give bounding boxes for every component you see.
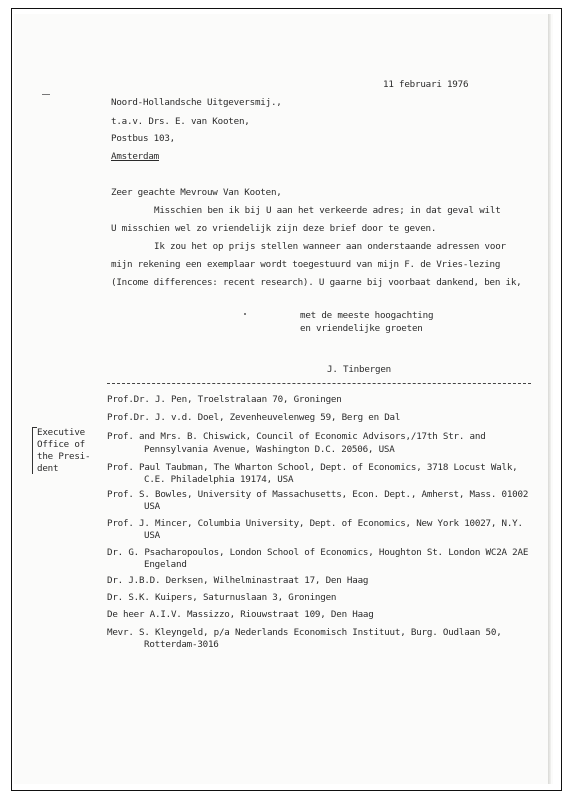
margin-note-line: dent xyxy=(37,463,59,474)
address-line: Engeland xyxy=(144,559,187,570)
address-line: Prof. Paul Taubman, The Wharton School, Dept. of Economics, 3718 Locust Walk, xyxy=(107,462,518,473)
address-line: Pennsylvania Avenue, Washington D.C. 20506, USA xyxy=(144,444,395,455)
address-line: Dr. G. Psacharopoulos, London School of Economics, Houghton St. London WC2A 2AE xyxy=(107,547,529,558)
addressee-city: Amsterdam xyxy=(111,151,159,162)
address-line: Dr. S.K. Kuipers, Saturnuslaan 3, Groningen xyxy=(107,592,337,603)
address-line: Prof. and Mrs. B. Chiswick, Council of Economic Advisors,/17th Str. and xyxy=(107,431,486,442)
address-line: Prof.Dr. J. Pen, Troelstralaan 70, Groningen xyxy=(107,394,342,405)
punch-mark xyxy=(42,94,50,95)
body-line: Misschien ben ik bij U aan het verkeerde adres; in dat geval wilt xyxy=(154,205,501,216)
divider-rule xyxy=(107,383,531,384)
address-line: Dr. J.B.D. Derksen, Wilhelminastraat 17, Den Haag xyxy=(107,575,369,586)
body-line: Ik zou het op prijs stellen wanneer aan onderstaande adressen voor xyxy=(154,241,506,252)
closing-line: met de meeste hoogachting xyxy=(300,310,434,321)
margin-note-line: Office of xyxy=(37,439,85,450)
addressee-line: t.a.v. Drs. E. van Kooten, xyxy=(111,116,250,127)
stray-dot xyxy=(244,313,246,315)
closing-line: en vriendelijke groeten xyxy=(300,323,423,334)
sheet-edge-shadow xyxy=(548,14,551,784)
body-line: mijn rekening een exemplaar wordt toegestuurd van mijn F. de Vries-lezing xyxy=(111,259,501,270)
letter-date: 11 februari 1976 xyxy=(383,79,469,90)
address-line: De heer A.I.V. Massizzo, Riouwstraat 109, Den Haag xyxy=(107,609,374,620)
body-line: U misschien wel zo vriendelijk zijn deze brief door te geven. xyxy=(111,223,437,234)
address-line: C.E. Philadelphia 19174, USA xyxy=(144,474,294,485)
addressee-line: Postbus 103, xyxy=(111,133,175,144)
address-line: USA xyxy=(144,530,160,541)
salutation: Zeer geachte Mevrouw Van Kooten, xyxy=(111,187,282,198)
address-line: Prof. S. Bowles, University of Massachusetts, Econ. Dept., Amherst, Mass. 01002 xyxy=(107,489,529,500)
address-line: Prof.Dr. J. v.d. Doel, Zevenheuvelenweg 59, Berg en Dal xyxy=(107,412,401,423)
signature: J. Tinbergen xyxy=(327,364,391,375)
addressee-line: Noord-Hollandsche Uitgeversmij., xyxy=(111,97,282,108)
margin-note-line: Executive xyxy=(37,427,85,438)
address-line: Mevr. S. Kleyngeld, p/a Nederlands Economisch Instituut, Burg. Oudlaan 50, xyxy=(107,627,502,638)
address-line: Prof. J. Mincer, Columbia University, Dept. of Economics, New York 10027, N.Y. xyxy=(107,518,523,529)
address-line: USA xyxy=(144,501,160,512)
margin-note-line: the Presi- xyxy=(37,451,91,462)
body-line: (Income differences: recent research). U gaarne bij voorbaat dankend, ben ik, xyxy=(111,277,522,288)
address-line: Rotterdam-3016 xyxy=(144,639,219,650)
